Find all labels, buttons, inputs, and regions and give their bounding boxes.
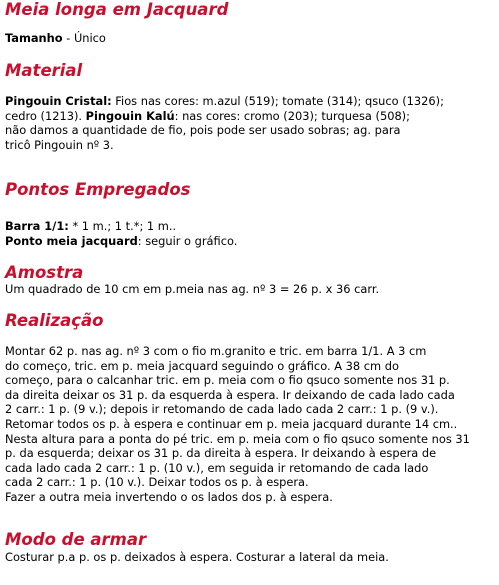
material-yarn2-label: Pingouin Kalú: [85, 108, 175, 123]
instruction-line: do começo, tric. em p. meia jacquard seguindo o gráfico. A 38 cm do: [5, 358, 399, 373]
instruction-line: Fazer a outra meia invertendo o os lados dos p. à espera.: [5, 489, 333, 504]
gauge-line: Um quadrado de 10 cm em p.meia nas ag. nº 3 = 26 p. x 36 carr.: [5, 282, 380, 296]
instructions-heading: Realização: [5, 311, 104, 330]
page-title: Meia longa em Jacquard: [5, 0, 229, 19]
size-label: Tamanho: [5, 31, 63, 45]
instruction-line: Nesta altura para a ponta do pé tric. em p. meia com o fio qsuco somente nos 31: [5, 431, 470, 446]
size-value: - Único: [62, 31, 106, 45]
material-text: [5, 94, 444, 152]
instruction-line: cada 2 carr.: 1 p. (10 v.). Deixar todos os p. à espera.: [5, 475, 309, 490]
stitches-text: [5, 219, 237, 248]
stitch2-label: Ponto meia jacquard: [5, 233, 138, 248]
stitch1-label: Barra 1/1:: [5, 219, 69, 233]
stitches-heading: Pontos Empregados: [5, 180, 191, 199]
size-line: [5, 31, 106, 46]
stitch1-text: * 1 m.; 1 t.*; 1 m..: [68, 219, 177, 233]
instruction-line: Montar 62 p. nas ag. nº 3 com o fio m.granito e tric. em barra 1/1. A 3 cm: [5, 344, 427, 358]
gauge-text: [5, 282, 379, 297]
assembly-text: [5, 550, 389, 565]
material-note: não damos a quantidade de fio, pois pode ser usado sobras; ag. para: [5, 123, 401, 138]
instruction-line: cada lado cada 2 carr.: 1 p. (10 v.), em seguida ir retomando de cada lado: [5, 460, 429, 475]
instruction-line: p. da esquerda; deixar os 31 p. da direita à espera. Ir deixando à espera de: [5, 446, 437, 461]
instruction-line: 2 carr.: 1 p. (9 v.); depois ir retomando de cada lado cada 2 carr.: 1 p. (9 v.).: [5, 402, 439, 417]
assembly-heading: Modo de armar: [5, 530, 147, 549]
material-line2-start: cedro (1213).: [5, 108, 86, 123]
material-heading: Material: [5, 61, 83, 80]
assembly-line: Costurar p.a p. os p. deixados à espera. Costurar a lateral da meia.: [5, 550, 389, 564]
instructions-text: [5, 344, 470, 505]
instruction-line: da direita deixar os 31 p. da esquerda à espera. Ir deixando de cada lado cada: [5, 387, 455, 402]
instruction-line: Retomar todos os p. à espera e continuar em p. meia jacquard durante 14 cm..: [5, 416, 458, 431]
material-yarn1-text: Fios nas cores: m.azul (519); tomate (314); qsuco (1326);: [111, 94, 444, 108]
instruction-line: começo, para o calcanhar tric. em p. meia com o fio qsuco somente nos 31 p.: [5, 373, 450, 388]
gauge-heading: Amostra: [5, 263, 84, 282]
stitch2-text: : seguir o gráfico.: [137, 233, 238, 248]
material-yarn1-label: Pingouin Cristal:: [5, 94, 112, 108]
material-yarn2-text: : nas cores: cromo (203); turquesa (508);: [174, 108, 410, 123]
material-needles: tricô Pingouin nº 3.: [5, 137, 114, 152]
